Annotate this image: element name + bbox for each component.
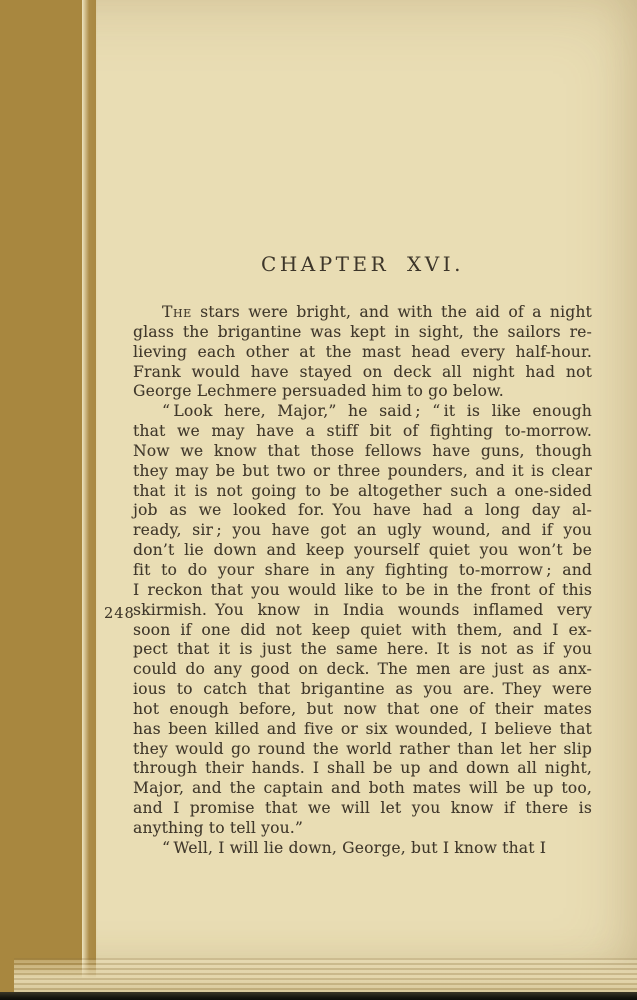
- text-line: Major, and the captain and both mates will be up too,: [133, 779, 592, 798]
- text-line: has been killed and five or six wounded, I believe that: [133, 719, 592, 738]
- page-gutter-crease: [82, 0, 98, 1000]
- text-line: that it is not going to be altogether such a one-sided: [133, 481, 592, 500]
- text-line: ious to catch that brigantine as you are. They were: [133, 680, 592, 699]
- text-column: [133, 252, 592, 859]
- text-line: hot enough before, but now that one of their mates: [133, 699, 592, 718]
- text-line: I reckon that you would like to be in the front of this: [133, 580, 592, 599]
- text-line: lieving each other at the mast head every half-hour.: [133, 342, 592, 361]
- text-line: job as we looked for. You have had a long day al-: [133, 501, 592, 520]
- text-line: Frank would have stayed on deck all night had not: [133, 362, 592, 381]
- page-number: 248: [104, 606, 135, 622]
- text-line: Now we know that those fellows have guns, though: [133, 441, 592, 460]
- text-line: they may be but two or three pounders, and it is clear: [133, 461, 592, 480]
- text-line: through their hands. I shall be up and down all night,: [133, 759, 592, 778]
- page-bottom-edges: [14, 958, 637, 992]
- text-line: The stars were bright, and with the aid of a night: [162, 303, 592, 321]
- table-surface: [0, 992, 637, 1000]
- text-line: fit to do your share in any fighting to-morrow ; and: [133, 560, 592, 579]
- text-line: they would go round the world rather than let her slip: [133, 739, 592, 758]
- text-line: skirmish. You know in India wounds inflamed very: [133, 600, 592, 619]
- text-line: could do any good on deck. The men are just as anx-: [133, 660, 592, 679]
- text-line: ready, sir ; you have got an ugly wound, and if you: [133, 521, 592, 540]
- body-text: [133, 303, 592, 859]
- text-line: soon if one did not keep quiet with them, and I ex-: [133, 620, 592, 639]
- text-line: glass the brigantine was kept in sight, the sailors re-: [133, 322, 592, 341]
- chapter-heading: CHAPTER XVI.: [261, 252, 464, 276]
- text-line: don’t lie down and keep yourself quiet you won’t be: [133, 541, 592, 560]
- text-line: anything to tell you.”: [133, 818, 304, 837]
- text-line: George Lechmere persuaded him to go below.: [133, 382, 504, 401]
- text-line: “ Look here, Major,” he said ; “ it is like enough: [162, 402, 592, 421]
- text-line: that we may have a stiff bit of fighting to-morrow.: [133, 422, 592, 441]
- text-line: pect that it is just the same here. It is not as if you: [133, 640, 592, 659]
- text-line: “ Well, I will lie down, George, but I know that I: [162, 838, 547, 857]
- small-caps-lead: The: [162, 303, 192, 321]
- text-line: and I promise that we will let you know if there is: [133, 799, 592, 818]
